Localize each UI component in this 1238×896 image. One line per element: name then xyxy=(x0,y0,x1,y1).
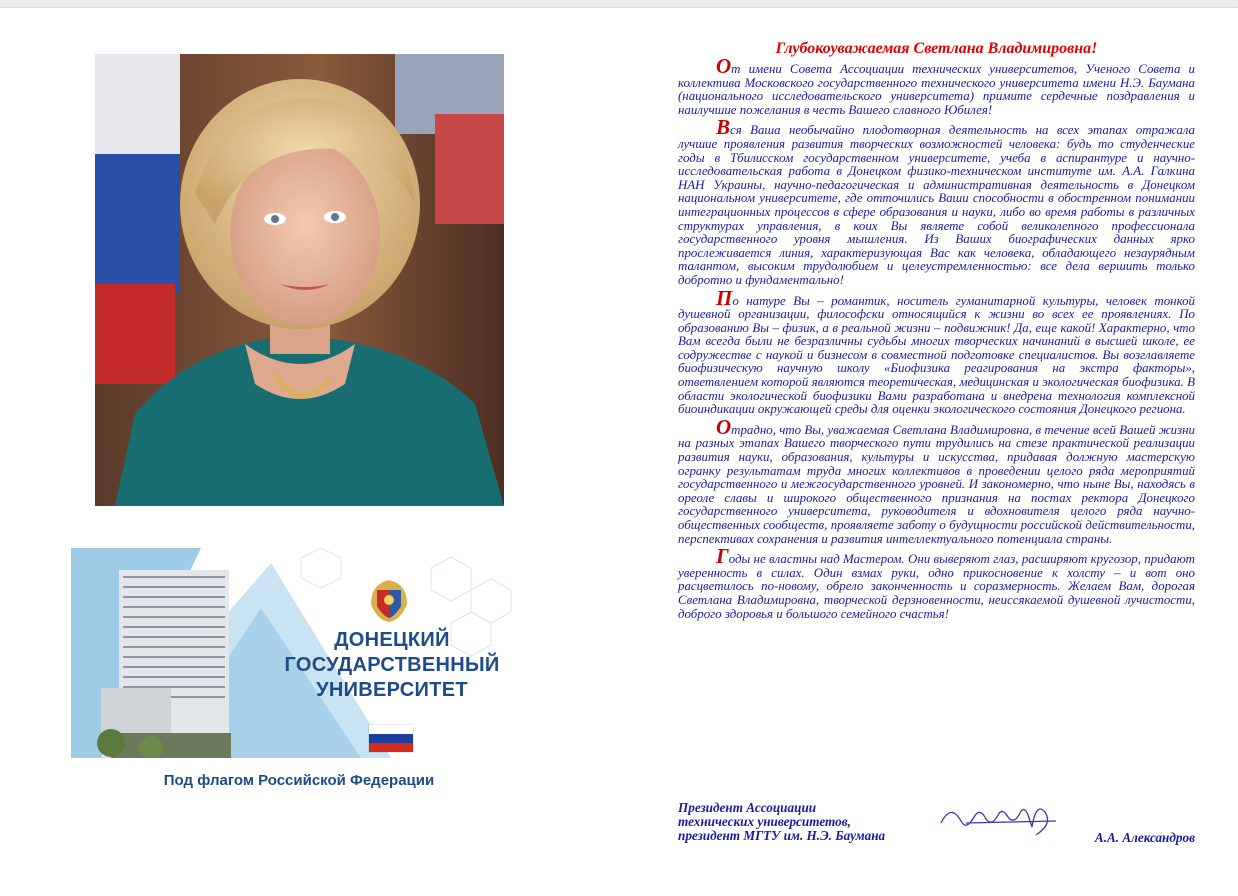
university-name xyxy=(267,628,517,703)
drop-cap: Г xyxy=(716,544,729,569)
university-name-line1: ДОНЕЦКИЙ xyxy=(334,629,450,651)
signer-title: Президент Ассоциации технических университетов, президент МГТУ им. Н.Э. Баумана xyxy=(678,800,886,843)
letter-page xyxy=(0,8,1238,896)
university-emblem-icon xyxy=(365,576,413,624)
handwritten-signature-icon xyxy=(936,793,1076,843)
letter-paragraph: Годы не властны над Мастером. Они выверяют глаз, расширяют кругозор, придают уверенность в силах. Один взмах руки, одно прикосновение к холсту – и вот оно расцветилось по-новому, обрело законченность и соразмерность. Желаем Вам, дорогая Светлана Владимировна, творческой дерзновенности, неиссякаемой душевной лучистости, доброго здоровья и большого семейного счастья! xyxy=(678,544,1195,621)
letter-body xyxy=(678,39,1195,625)
drop-cap: О xyxy=(716,414,732,439)
letter-paragraph: Вся Ваша необычайно плодотворная деятельность на всех этапах отражала лучшие проявления развития творческих возможностей человека: будь то студенческие годы в Тбилисском государственном университете, учеба в аспирантуре и научно-исследовательская работа в Донецком физико-техническом институте им. А.А. Галкина НАН Украины, научно-педагогическая и административная деятельность в Донецком национальном университете, где отточились Ваши способности в обостренном понимании интеграционных процессов в сфере образования и науки, либо во время работы в различных структурах управления, в коих Вы являете собой великолепного профессионала государственного уровня мышления. Из Ваших биографических данных ярко прослеживается линия, характеризующая Вас как человека, обладающего незаурядным талантом, высоким трудолюбием и целеустремленностью: все дела вершить только добротно и фундаментально! xyxy=(678,115,1195,287)
university-banner xyxy=(71,548,527,758)
flag-stripe-red xyxy=(369,743,413,752)
drop-cap: П xyxy=(716,285,733,310)
signature-block xyxy=(678,801,1198,853)
university-name-line2: ГОСУДАРСТВЕННЫЙ xyxy=(284,654,500,676)
drop-cap: О xyxy=(716,54,732,78)
signer-name: А.А. Александров xyxy=(1094,830,1195,845)
letter-paragraph: По натуре Вы – романтик, носитель гуманитарной культуры, человек тонкой душевной организации, философски относящийся к жизни во всех ее проявлениях. По образованию Вы – физик, а в реальной жизни – подвижник! Да, еще какой! Характерно, что Вам всегда были не безразличны судьбы многих творческих начинаний в высшей школе, ее содружестве с наукой и бизнесом в совместной подготовке специалистов. Вы возглавляете биофизическую научную школу «Биофизика реагирования на экстра факторы», ответвлением которой являются теоретическая, медицинская и экологическая биофизика. В области экологической биофизики Вами разработана и внедрена технология комплексной биоиндикации окружающей среды для оценки экологического состояния Донецкого региона. xyxy=(678,285,1195,417)
letter-paragraph: Отрадно, что Вы, уважаемая Светлана Владимировна, в течение всей Вашей жизни на разных этапах Вашего творческого пути трудились на стезе практической реализации развития науки, образования, культуры и искусства, придавая должную мастерскую огранку результатам труда многих коллективов в проведении целого ряда мероприятий государственного и межгосударственного уровней. И закономерно, что ныне Вы, находясь в ореоле славы и широкого общественного признания на постах ректора Донецкого государственного университета, руководителя и вдохновителя целого ряда научно-общественных сообществ, проявляете заботу о будущности российской действительности, перспективах сохранения и развития интеллектуального потенциала страны. xyxy=(678,414,1195,546)
banner-caption: Под флагом Российской Федерации xyxy=(163,772,435,789)
russian-flag-icon xyxy=(369,725,413,752)
letter-greeting: Глубокоуважаемая Светлана Владимировна! xyxy=(775,40,1098,57)
flag-stripe-blue xyxy=(369,734,413,743)
portrait-photo xyxy=(95,54,504,506)
letter-paragraph: От имени Совета Ассоциации технических университетов, Ученого Совета и коллектива Московского государственного технического университета имени Н.Э. Баумана (национального исследовательского университета) примите сердечные поздравления и наилучшие пожелания в честь Вашего славного Юбилея! xyxy=(678,54,1195,117)
university-name-line3: УНИВЕРСИТЕТ xyxy=(316,679,468,701)
flag-stripe-white xyxy=(369,725,413,734)
drop-cap: В xyxy=(716,115,731,140)
